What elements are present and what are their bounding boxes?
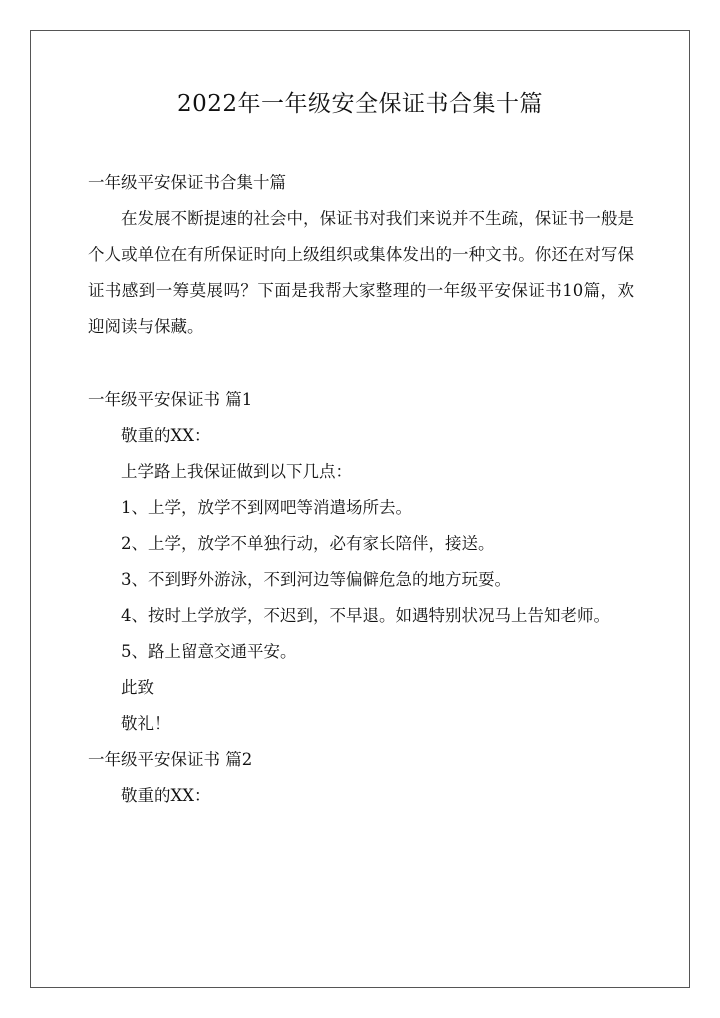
document-body bbox=[88, 165, 634, 814]
document-title: 2022年一年级安全保证书合集十篇 bbox=[176, 91, 544, 117]
list-item: 1、上学，放学不到网吧等消遣场所去。 bbox=[121, 498, 412, 517]
section-2-heading: 一年级平安保证书 篇2 bbox=[88, 750, 253, 769]
section-1-lead: 上学路上我保证做到以下几点： bbox=[121, 462, 352, 481]
section-1-closing-1: 此致 bbox=[121, 678, 154, 697]
section-1-closing-2: 敬礼！ bbox=[121, 714, 171, 733]
list-item: 2、上学，放学不单独行动，必有家长陪伴，接送。 bbox=[121, 534, 495, 553]
list-item: 5、路上留意交通平安。 bbox=[121, 642, 297, 661]
section-2-greeting: 敬重的XX： bbox=[121, 786, 211, 805]
intro-paragraph: 在发展不断提速的社会中，保证书对我们来说并不生疏，保证书一般是个人或单位在有所保证时向上级组织或集体发出的一种文书。你还在对写保证书感到一筹莫展吗？下面是我帮大家整理的一年级平安保证书10篇，欢迎阅读与保藏。 bbox=[88, 209, 634, 336]
list-item: 3、不到野外游泳，不到河边等偏僻危急的地方玩耍。 bbox=[121, 570, 511, 589]
list-item: 4、按时上学放学，不迟到，不早退。如遇特别状况马上告知老师。 bbox=[121, 606, 610, 625]
section-1-heading: 一年级平安保证书 篇1 bbox=[88, 390, 253, 409]
section-1-greeting: 敬重的XX： bbox=[121, 426, 211, 445]
subtitle: 一年级平安保证书合集十篇 bbox=[88, 173, 286, 192]
